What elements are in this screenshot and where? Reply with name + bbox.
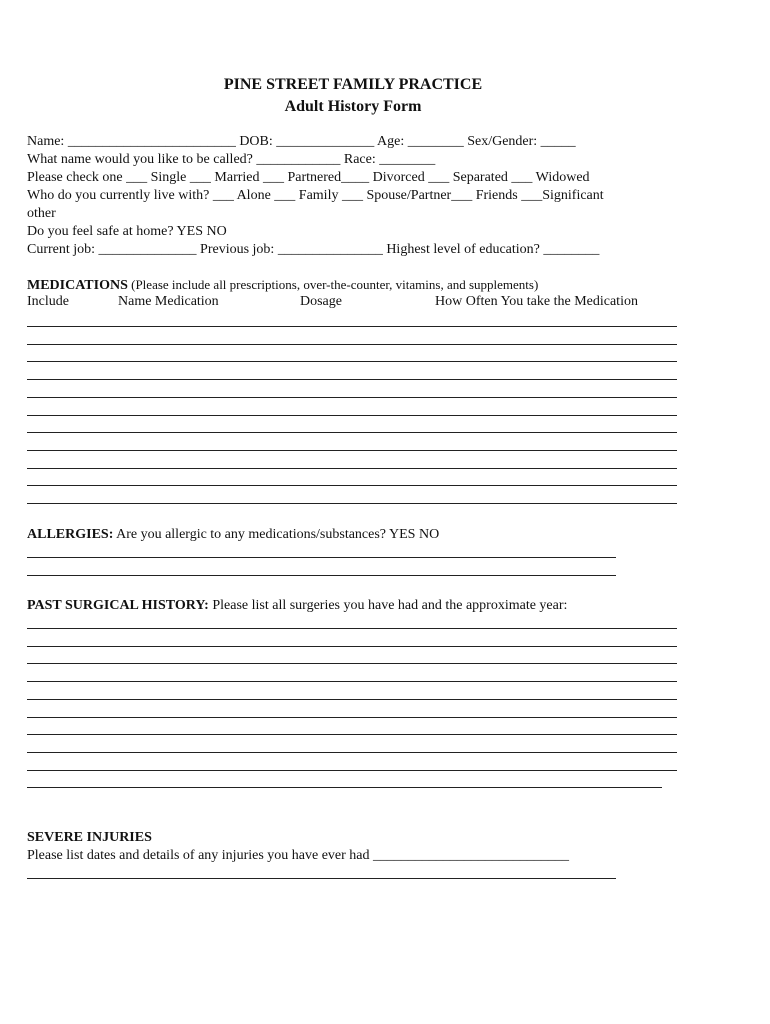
injuries-entry-line[interactable] [27, 878, 616, 879]
medications-note: (Please include all prescriptions, over-the-counter, vitamins, and supplements) [127, 277, 539, 292]
surgery-entry-line[interactable] [27, 646, 677, 647]
medications-heading-line [27, 276, 538, 295]
col-dosage: Dosage [300, 294, 342, 309]
medication-entry-line[interactable] [27, 379, 677, 380]
col-name-medication: Name Medication [118, 294, 219, 309]
surgery-entry-line[interactable] [27, 628, 677, 629]
surgical-question: Please list all surgeries you have had and the approximate year: [208, 598, 568, 613]
injuries-heading-line [27, 829, 152, 847]
surgery-entry-line[interactable] [27, 734, 677, 735]
medication-entry-line[interactable] [27, 415, 677, 416]
allergies-entry-line[interactable] [27, 557, 616, 558]
employment-line: Current job: ______________ Previous job: _______________ Highest level of education? ________ [27, 242, 600, 257]
medication-entry-line[interactable] [27, 485, 677, 486]
form-title: Adult History Form [284, 98, 422, 115]
medication-entry-line[interactable] [27, 503, 677, 504]
medications-heading: MEDICATIONS [27, 278, 128, 293]
medication-entry-line[interactable] [27, 432, 677, 433]
surgical-line [27, 597, 567, 615]
living-with-line: Who do you currently live with? ___ Alone ___ Family ___ Spouse/Partner___ Friends ___Significant [27, 188, 604, 203]
medication-entry-line[interactable] [27, 450, 677, 451]
injuries-heading: SEVERE INJURIES [27, 830, 152, 845]
living-with-line-cont: other [27, 206, 56, 221]
surgery-entry-line[interactable] [27, 787, 662, 788]
allergies-line [27, 526, 439, 544]
col-include: Include [27, 294, 69, 309]
medication-entry-line[interactable] [27, 326, 677, 327]
surgery-entry-line[interactable] [27, 681, 677, 682]
medication-entry-line[interactable] [27, 468, 677, 469]
marital-status-line: Please check one ___ Single ___ Married ___ Partnered____ Divorced ___ Separated ___ Widowed [27, 170, 590, 185]
medication-entry-line[interactable] [27, 397, 677, 398]
surgery-entry-line[interactable] [27, 663, 677, 664]
medication-entry-line[interactable] [27, 344, 677, 345]
preferred-name-line: What name would you like to be called? ____________ Race: ________ [27, 152, 436, 167]
surgical-heading: PAST SURGICAL HISTORY: [27, 598, 209, 613]
medication-entry-line[interactable] [27, 361, 677, 362]
surgery-entry-line[interactable] [27, 770, 677, 771]
surgery-entry-line[interactable] [27, 699, 677, 700]
injuries-question: Please list dates and details of any injuries you have ever had ____________________________ [27, 848, 570, 863]
name-dob-line: Name: ________________________ DOB: ______________ Age: ________ Sex/Gender: _____ [27, 134, 576, 149]
col-how-often: How Often You take the Medication [435, 294, 638, 309]
surgery-entry-line[interactable] [27, 717, 677, 718]
safe-at-home-line: Do you feel safe at home? YES NO [27, 224, 227, 239]
allergies-heading: ALLERGIES: [27, 527, 114, 542]
allergies-entry-line[interactable] [27, 575, 616, 576]
surgery-entry-line[interactable] [27, 752, 677, 753]
allergies-question: Are you allergic to any medications/substances? YES NO [113, 527, 440, 542]
practice-name: PINE STREET FAMILY PRACTICE [223, 76, 483, 93]
